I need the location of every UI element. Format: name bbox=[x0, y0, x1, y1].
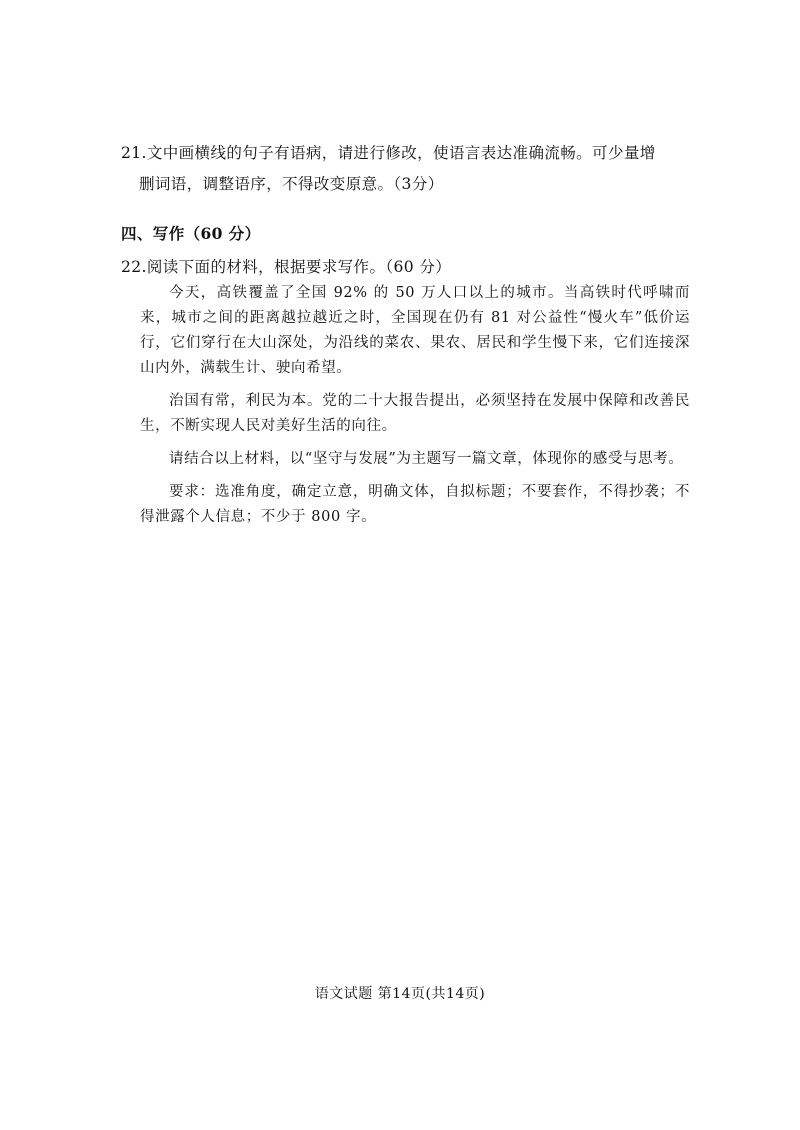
question-22-prompt bbox=[121, 255, 451, 277]
question-21-line-1 bbox=[121, 138, 681, 169]
page-footer: 语文试题 第14页(共14页) bbox=[314, 986, 486, 1002]
material-paragraph-requirements: 要求：选准角度，确定立意，明确文体，自拟标题；不要套作，不得抄袭；不得泄露个人信息；不少于 800 字。 bbox=[140, 484, 690, 525]
question-22-prompt-text: 阅读下面的材料，根据要求写作。（60 分） bbox=[146, 258, 452, 276]
material-paragraph-governance: 治国有常，利民为本。党的二十大报告提出，必须坚持在发展中保障和改善民生，不断实现人民对美好生活的向往。 bbox=[140, 393, 690, 434]
material-paragraph-high-speed-rail: 今天，高铁覆盖了全国 92% 的 50 万人口以上的城市。当高铁时代呼啸而来，城市之间的距离越拉越近之时，全国现在仍有 81 对公益性“慢火车”低价运行，它们穿行在大山深处，为沿线的菜农、果农、居民和学生慢下来，它们连接深山内外，满载生计、驶向希望。 bbox=[140, 285, 690, 376]
question-21-number: 21. bbox=[121, 144, 147, 162]
question-22-number: 22. bbox=[121, 258, 147, 276]
question-21-text-line-1: 文中画横线的句子有语病，请进行修改，使语言表达准确流畅。可少量增 bbox=[146, 144, 656, 162]
material-paragraph-task: 请结合以上材料，以“坚守与发展”为主题写一篇文章，体现你的感受与思考。 bbox=[169, 451, 684, 467]
section-writing-title: 四、写作（60 分） bbox=[121, 224, 261, 243]
writing-material bbox=[140, 281, 690, 538]
question-21-text-line-2: 删词语，调整语序，不得改变原意。（3分） bbox=[139, 175, 444, 193]
question-21 bbox=[121, 138, 681, 200]
